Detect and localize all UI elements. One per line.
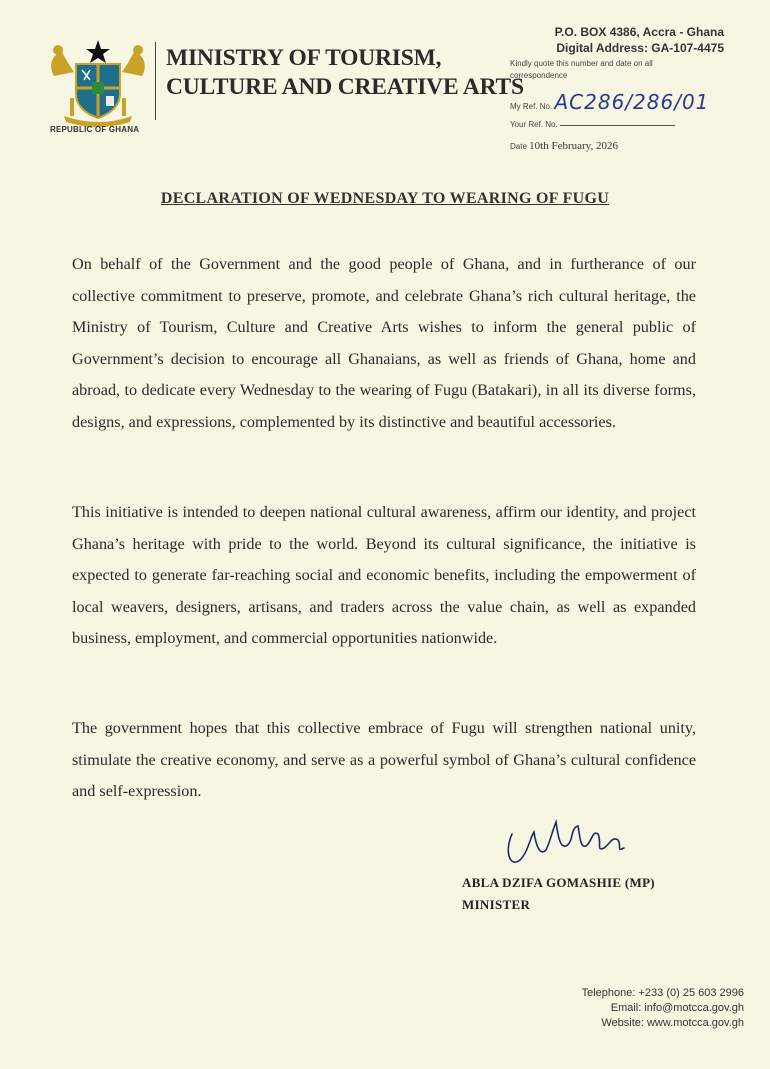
letter-heading: DECLARATION OF WEDNESDAY TO WEARING OF FUGU bbox=[160, 190, 610, 207]
footer-contact bbox=[582, 986, 744, 1031]
signatory-block bbox=[462, 872, 655, 916]
letterhead-divider bbox=[155, 42, 156, 120]
signatory-title: MINISTER bbox=[462, 897, 531, 912]
date-label: Date bbox=[510, 142, 527, 151]
digital-address: Digital Address: GA-107-4475 bbox=[556, 41, 724, 55]
postal-contact bbox=[555, 24, 724, 56]
date-row bbox=[510, 140, 618, 152]
footer-email[interactable]: Email: info@motcca.gov.gh bbox=[610, 1002, 744, 1014]
your-ref-row bbox=[510, 120, 675, 129]
reference-note: Kindly quote this number and date on all correspondence bbox=[510, 59, 653, 80]
my-ref-label: My Ref. No. bbox=[510, 102, 553, 111]
date-value: 10th February, 2026 bbox=[529, 140, 618, 152]
signatory-name: ABLA DZIFA GOMASHIE (MP) bbox=[462, 875, 655, 890]
body-paragraph-1: On behalf of the Government and the good people of Ghana, and in furtherance of our collective commitment to preserve, promote, and celebrate Ghana’s rich cultural heritage, the Ministry of Tourism, Culture and Creative Arts wishes to inform the general public of Government’s decision to encourage all Ghanaians, as well as friends of Ghana, home and abroad, to dedicate every Wednesday to the wearing of Fugu (Batakari), in all its diverse forms, designs, and expressions, complemented by its distinctive and beautiful accessories. bbox=[72, 255, 696, 431]
po-box: P.O. BOX 4386, Accra - Ghana bbox=[554, 25, 724, 39]
your-ref-blank-line bbox=[560, 124, 675, 126]
ministry-name-line2: CULTURE AND CREATIVE ARTS bbox=[166, 74, 524, 100]
reference-block bbox=[510, 58, 710, 152]
handwritten-signature bbox=[500, 812, 640, 874]
my-ref-value: AC286/286/01 bbox=[554, 90, 710, 114]
ghana-coat-of-arms-icon bbox=[44, 36, 152, 128]
body-paragraph-3: The government hopes that this collective embrace of Fugu will strengthen national unity, stimulate the creative economy, and serve as a powerful symbol of Ghana’s cultural confidence and self-expression. bbox=[72, 719, 696, 800]
ministry-name bbox=[166, 44, 524, 102]
footer-website[interactable]: Website: www.motcca.gov.gh bbox=[601, 1017, 744, 1029]
footer-telephone: Telephone: +233 (0) 25 603 2996 bbox=[581, 987, 744, 999]
crest-caption: REPUBLIC OF GHANA bbox=[50, 125, 140, 134]
your-ref-label: Your Ref. No. bbox=[510, 120, 558, 129]
my-ref-row bbox=[510, 90, 709, 114]
ministry-name-line1: MINISTRY OF TOURISM, bbox=[166, 45, 442, 71]
body-paragraph-2: This initiative is intended to deepen national cultural awareness, affirm our identity, and project Ghana’s heritage with pride to the world. Beyond its cultural significance, the initiative is expected to generate far-reaching social and economic benefits, including the empowerment of local weavers, designers, artisans, and traders across the value chain, as well as expanded business, employment, and commercial opportunities nationwide. bbox=[72, 503, 696, 647]
